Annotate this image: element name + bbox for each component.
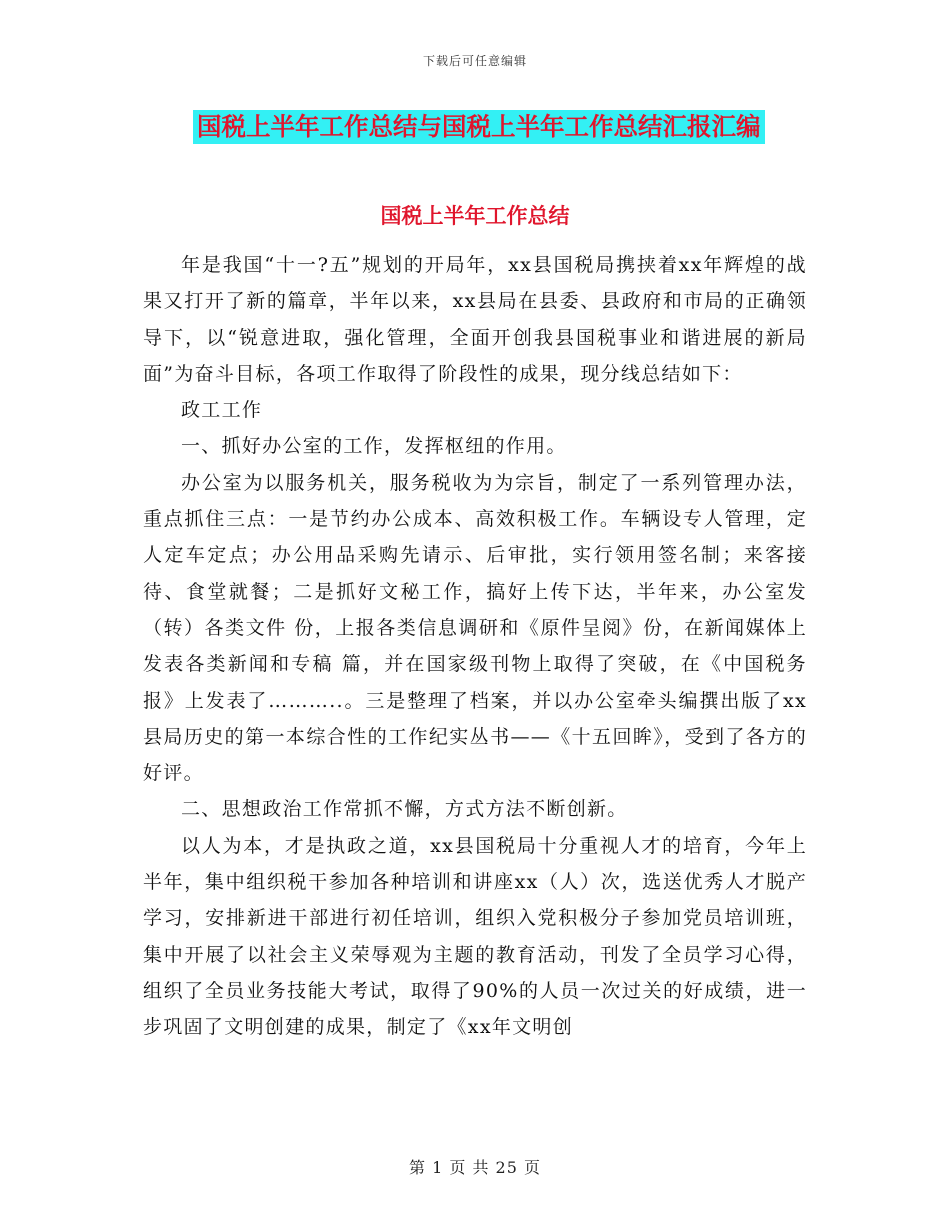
paragraph-heading-office-work: 一、抓好办公室的工作，发挥枢纽的作用。 [181, 435, 567, 458]
document-body [143, 247, 807, 1046]
paragraph-heading-political-work: 政工工作 [181, 399, 263, 422]
section-title: 国税上半年工作总结 [380, 204, 570, 228]
paragraph-intro: 年是我国“十一?五”规划的开局年，xx县国税局携挟着xx年辉煌的战果又打开了新的篇章，半年以来，xx县局在县委、县政府和市局的正确领导下，以“锐意进取，强化管理，全面开创我县国税事业和谐进展的新局面”为奋斗目标，各项工作取得了阶段性的成果，现分线总结如下： [143, 254, 807, 385]
paragraph-heading-ideological-work: 二、思想政治工作常抓不懈，方式方法不断创新。 [181, 798, 628, 821]
document-title: 国税上半年工作总结与国税上半年工作总结汇报汇编 [193, 110, 765, 144]
page-header: 下载后可任意编辑 [422, 54, 527, 68]
paragraph-office-work: 办公室为以服务机关，服务税收为为宗旨，制定了一系列管理办法，重点抓住三点：一是节约办公成本、高效积极工作。车辆设专人管理，定人定车定点；办公用品采购先请示、后审批，实行领用签名制；来客接待、食堂就餐；二是抓好文秘工作，搞好上传下达，半年来，办公室发（转）各类文件 份，上报各类信息调研和《原件呈阅》份，在新闻媒体上发表各类新闻和专稿 篇，并在国家级刊物上取得了突破，在《中国税务报》上发表了………..。三是整理了档案，并以办公室牵头编撰出版了xx县局历史的第一本综合性的工作纪实丛书——《十五回眸》，受到了各方的好评。 [143, 471, 807, 785]
page-footer: 第 1 页 共 25 页 [409, 1158, 541, 1177]
paragraph-talent-training: 以人为本，才是执政之道，xx县国税局十分重视人才的培育，今年上半年，集中组织税干参加各种培训和讲座xx（人）次，选送优秀人才脱产学习，安排新进干部进行初任培训，组织入党积极分子参加党员培训班，集中开展了以社会主义荣辱观为主题的教育活动，刊发了全员学习心得，组织了全员业务技能大考试，取得了90%的人员一次过关的好成绩，进一步巩固了文明创建的成果，制定了《xx年文明创 [143, 834, 807, 1039]
